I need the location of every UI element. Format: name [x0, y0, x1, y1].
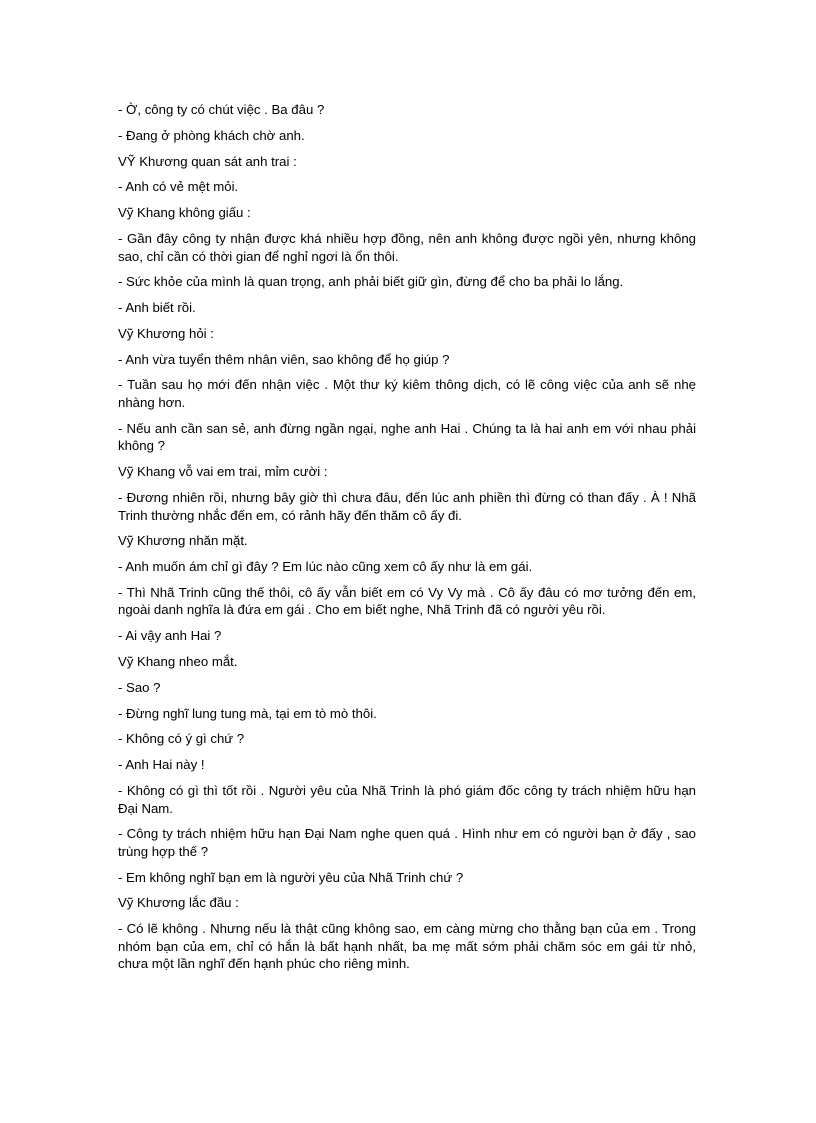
paragraph: - Gần đây công ty nhận được khá nhiều hợp đồng, nên anh không được ngồi yên, nhưng không sao, chỉ cần có thời gian để nghỉ ngơi là ổn thôi. [118, 230, 696, 264]
story-text [118, 101, 696, 981]
paragraph: - Có lẽ không . Nhưng nếu là thật cũng không sao, em càng mừng cho thằng bạn của em . Trong nhóm bạn của em, chỉ có hắn là bất hạnh nhất, ba mẹ mất sớm phải chăm sóc em gái từ nhỏ, chưa một lần nghĩ đến hạnh phúc cho riêng mình. [118, 921, 696, 972]
paragraph: - Em không nghĩ bạn em là người yêu của Nhã Trinh chứ ? [118, 869, 464, 885]
paragraph: Vỹ Khương nhăn mặt. [118, 533, 248, 549]
paragraph: - Đương nhiên rồi, nhưng bây giờ thì chưa đâu, đến lúc anh phiền thì đừng có than đấy . À ! Nhã Trinh thường nhắc đến em, có rảnh hãy đến thăm cô ấy đi. [118, 489, 696, 523]
paragraph: - Anh biết rồi. [118, 300, 196, 316]
paragraph: Vỹ Khang vỗ vai em trai, mỉm cười : [118, 464, 328, 480]
paragraph: - Sao ? [118, 679, 161, 695]
paragraph: Vỹ Khương hỏi : [118, 325, 214, 341]
paragraph: Vỹ Khang không giấu : [118, 205, 251, 221]
paragraph: - Không có ý gì chứ ? [118, 731, 245, 747]
paragraph: - Thì Nhã Trinh cũng thế thôi, cô ấy vẫn biết em có Vy Vy mà . Cô ấy đâu có mơ tưởng đến em, ngoài danh nghĩa là đứa em gái . Cho em biết nghe, Nhã Trinh đã có người yêu rồi. [118, 584, 696, 618]
paragraph: - Tuần sau họ mới đến nhận việc . Một thư ký kiêm thông dịch, có lẽ công việc của anh sẽ nhẹ nhàng hơn. [118, 377, 696, 410]
paragraph: - Ai vậy anh Hai ? [118, 628, 222, 644]
paragraph: - Sức khỏe của mình là quan trọng, anh phải biết giữ gìn, đừng để cho ba phải lo lắng. [118, 274, 624, 290]
paragraph: - Đang ở phòng khách chờ anh. [118, 127, 305, 143]
paragraph: - Anh muốn ám chỉ gì đây ? Em lúc nào cũng xem cô ấy như là em gái. [118, 559, 533, 575]
paragraph: - Anh Hai này ! [118, 757, 205, 773]
paragraph: VỸ Khương quan sát anh trai : [118, 153, 297, 169]
paragraph: - Anh vừa tuyển thêm nhân viên, sao không để họ giúp ? [118, 351, 450, 367]
paragraph: - Ờ, công ty có chút việc . Ba đâu ? [118, 102, 325, 117]
paragraph: Vỹ Khương lắc đầu : [118, 895, 239, 911]
paragraph: - Nếu anh cần san sẻ, anh đừng ngần ngại, nghe anh Hai . Chúng ta là hai anh em với nhau phải không ? [118, 420, 696, 454]
paragraph: - Anh có vẻ mệt mỏi. [118, 179, 239, 195]
paragraph: - Đừng nghĩ lung tung mà, tại em tò mò thôi. [118, 705, 377, 721]
paragraph: - Công ty trách nhiệm hữu hạn Đại Nam nghe quen quá . Hình như em có người bạn ở đấy , sao trùng hợp thế ? [118, 826, 696, 859]
paragraph: Vỹ Khang nheo mắt. [118, 654, 238, 670]
paragraph: - Không có gì thì tốt rồi . Người yêu của Nhã Trinh là phó giám đốc công ty trách nhiệm hữu hạn Đại Nam. [118, 782, 696, 816]
